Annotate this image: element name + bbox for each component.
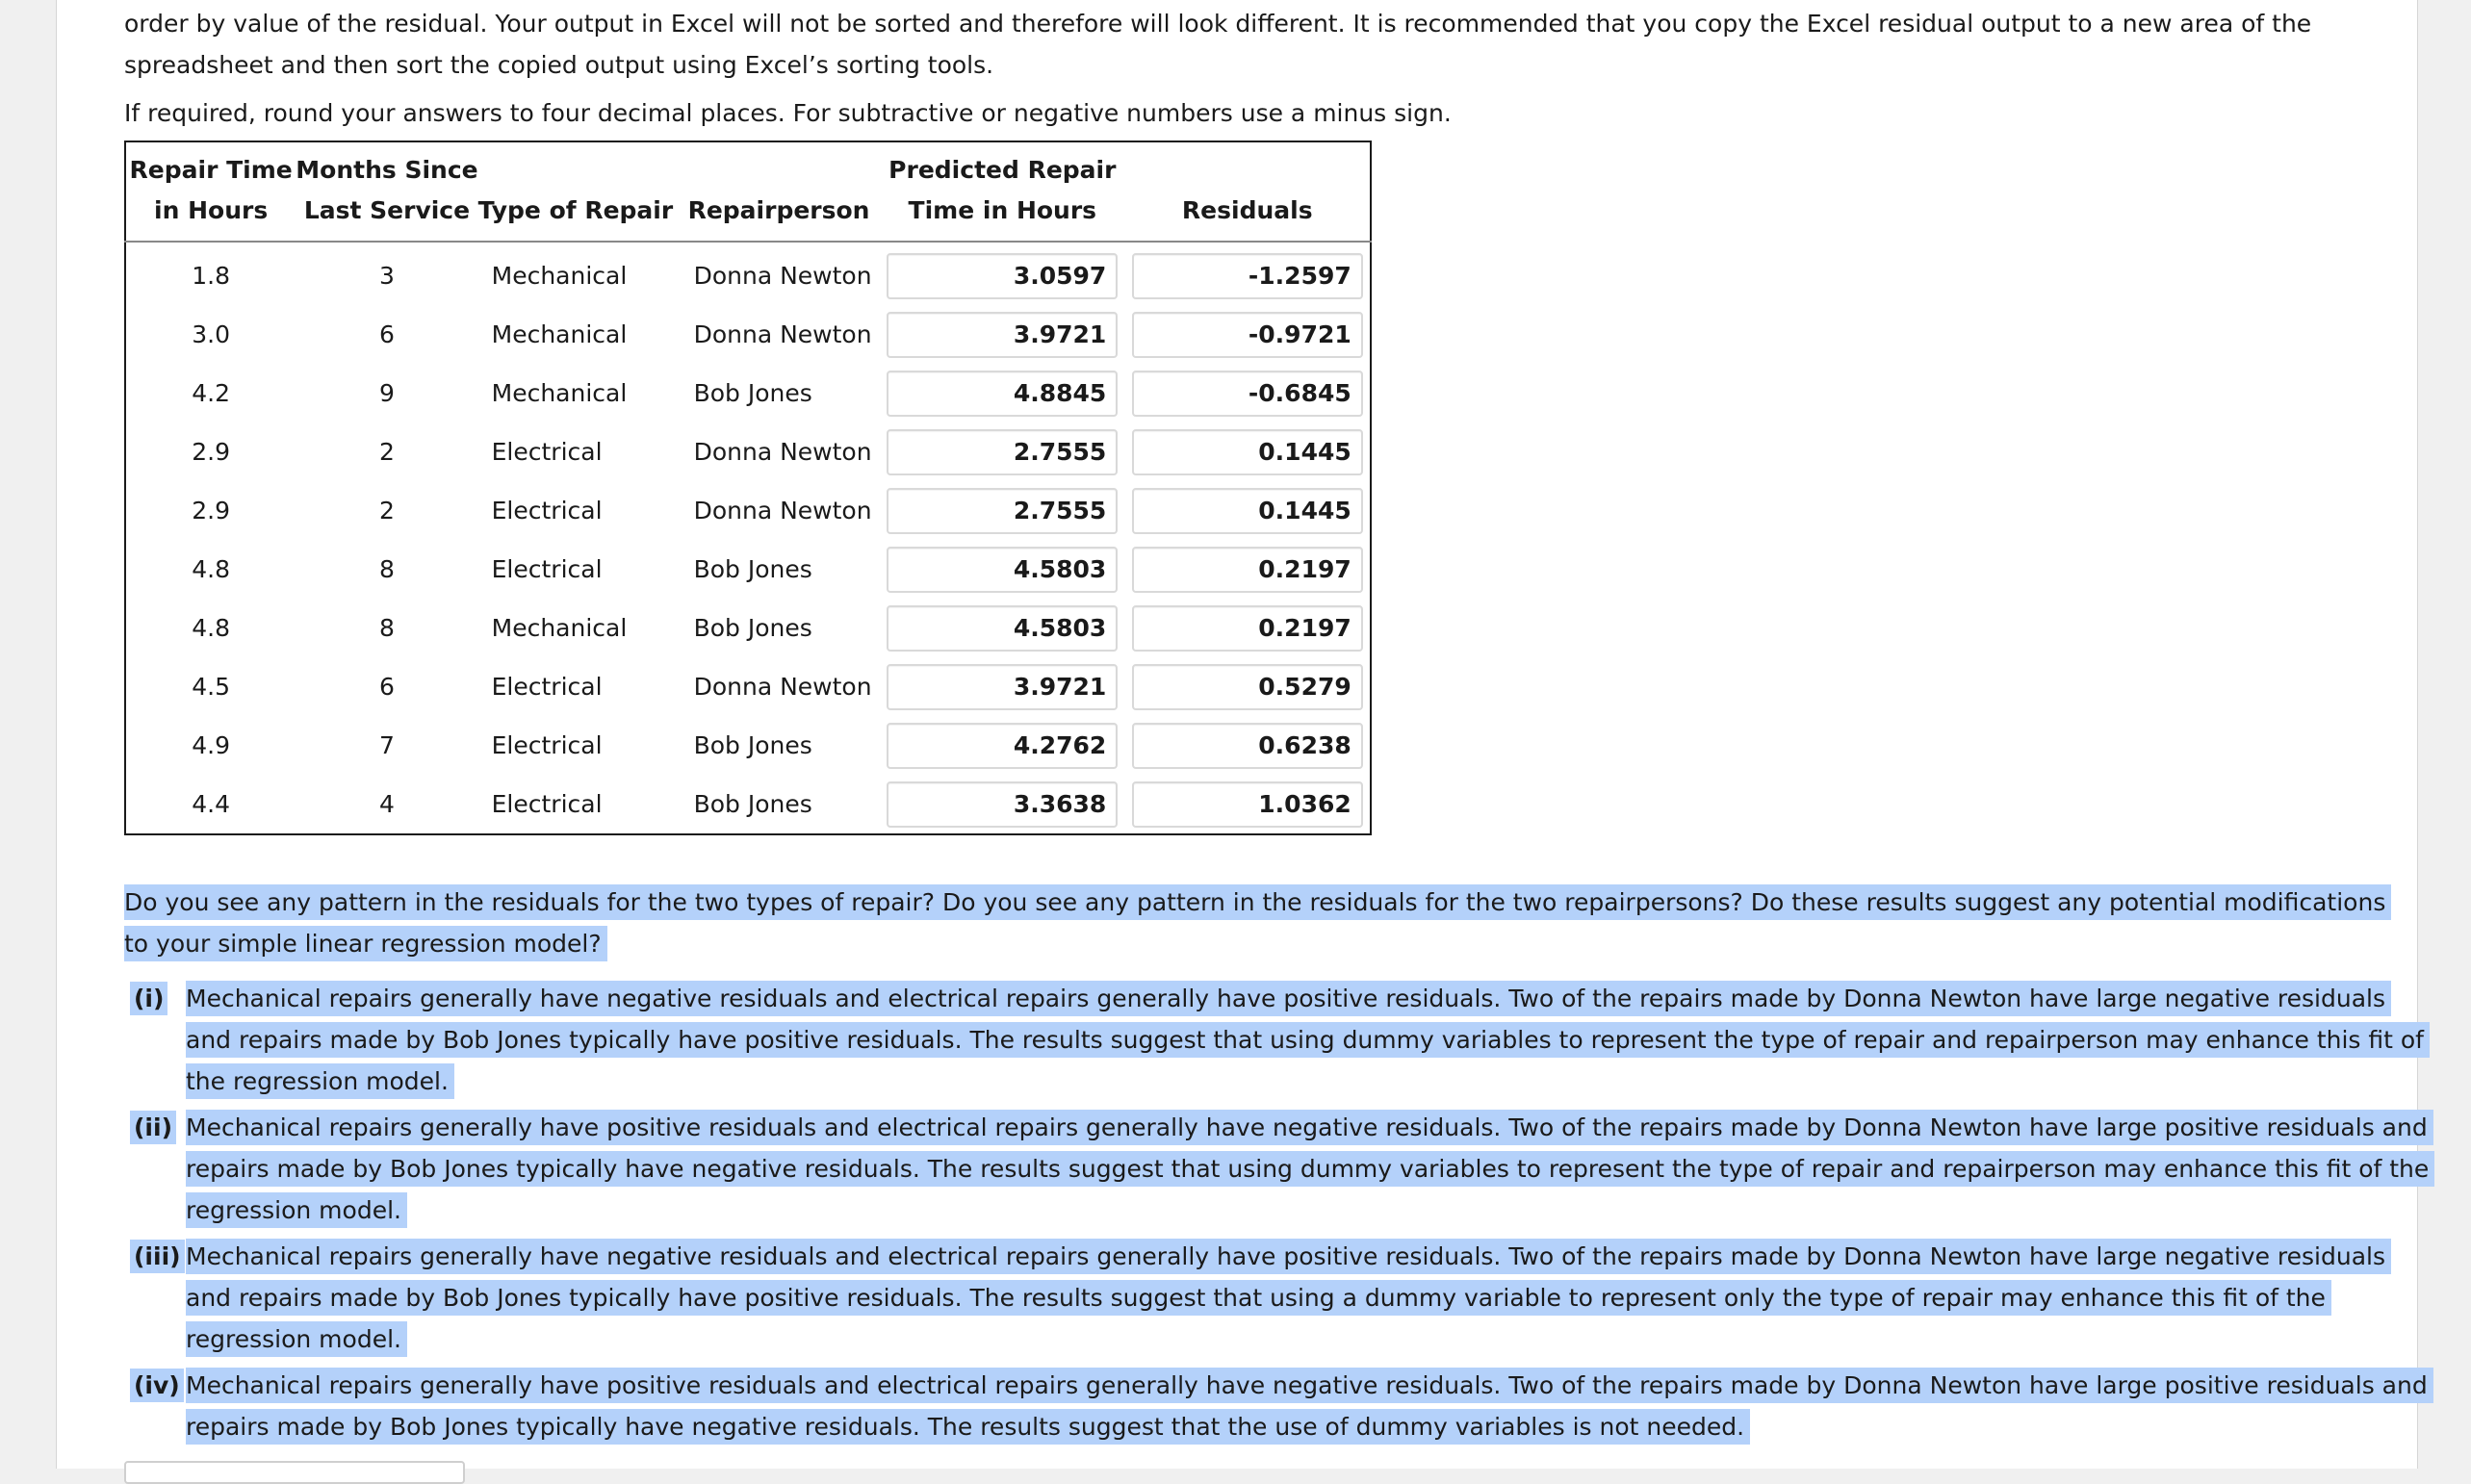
predicted-input[interactable]: 3.0597 [887, 253, 1118, 299]
cell-months: 6 [379, 320, 395, 348]
cell-months: 9 [379, 379, 395, 407]
option-text-highlight: Mechanical repairs generally have negative residuals and electrical repairs generally have positive residuals. Two of the repairs made by Donna Newton have large negative residuals and repairs made by Bob Jones typically have positive residuals. The results suggest that using a dummy variable to represent only the type of repair may enhance this fit of the regression model. [186, 1239, 2391, 1357]
option-text-highlight: Mechanical repairs generally have negative residuals and electrical repairs generally have positive residuals. Two of the repairs made by Donna Newton have large negative residuals and repairs made by Bob Jones typically have positive residuals. The results suggest that using dummy variables to represent the type of repair and repairperson may enhance this fit of the regression model. [186, 981, 2430, 1099]
option-text-highlight: Mechanical repairs generally have positive residuals and electrical repairs generally have negative residuals. Two of the repairs made by Donna Newton have large positive residuals and repairs made by Bob Jones typically have negative residuals. The results suggest that the use of dummy variables is not needed. [186, 1368, 2433, 1445]
cell-type: Electrical [491, 438, 603, 466]
header-text: Time in Hours [908, 196, 1097, 224]
cell-repairperson: Bob Jones [693, 555, 812, 583]
predicted-input[interactable]: 2.7555 [887, 488, 1118, 534]
col-header-residuals: Residuals [1125, 141, 1371, 242]
option-text [186, 1236, 2434, 1360]
option-text [186, 1107, 2434, 1231]
header-text: Repair Time [129, 156, 293, 184]
table-row [125, 599, 1371, 657]
option-text [186, 978, 2434, 1102]
cell-repairperson: Donna Newton [693, 497, 872, 525]
cell-months: 2 [379, 497, 395, 525]
table-header-row [125, 141, 1371, 242]
cell-repair-time: 4.8 [192, 614, 231, 642]
header-text: Months Since [296, 156, 478, 184]
cell-repair-time: 2.9 [192, 497, 231, 525]
table-row [125, 657, 1371, 716]
cell-repair-time: 4.5 [192, 673, 231, 701]
option-label [130, 1236, 185, 1277]
residual-input[interactable]: 0.5279 [1132, 664, 1363, 710]
predicted-input[interactable]: 4.5803 [887, 547, 1118, 593]
answer-select[interactable] [124, 1461, 465, 1484]
residual-input[interactable]: -0.9721 [1132, 312, 1363, 358]
option-label [130, 1107, 176, 1148]
cell-type: Electrical [491, 731, 603, 759]
option-i[interactable] [124, 978, 2434, 1102]
table-row [125, 775, 1371, 834]
cell-repairperson: Bob Jones [693, 614, 812, 642]
residual-input[interactable]: 0.6238 [1132, 723, 1363, 769]
table-row [125, 364, 1371, 422]
question-content [124, 0, 2430, 1441]
predicted-input[interactable]: 3.9721 [887, 664, 1118, 710]
cell-repairperson: Bob Jones [693, 790, 812, 818]
option-label-text: (ii) [130, 1111, 176, 1144]
option-label-text: (iv) [130, 1369, 184, 1402]
option-text-highlight: Mechanical repairs generally have positive residuals and electrical repairs generally have negative residuals. Two of the repairs made by Donna Newton have large positive residuals and repairs made by Bob Jones typically have negative residuals. The results suggest that using dummy variables to represent the type of repair and repairperson may enhance this fit of the regression model. [186, 1110, 2434, 1228]
col-header-repair-time [125, 141, 296, 242]
predicted-input[interactable]: 4.5803 [887, 605, 1118, 652]
instruction-text: order by value of the residual. Your output in Excel will not be sorted and therefore will look different. It is recommended that you copy the Excel residual output to a new area of the spreadsheet and then sort the copied output using Excel’s sorting tools. [124, 10, 2312, 79]
header-text: in Hours [154, 196, 269, 224]
cell-months: 8 [379, 614, 395, 642]
cell-type: Electrical [491, 497, 603, 525]
cell-repairperson: Donna Newton [693, 673, 872, 701]
cell-repair-time: 1.8 [192, 262, 231, 290]
cell-repair-time: 3.0 [192, 320, 231, 348]
cell-months: 6 [379, 673, 395, 701]
table-row [125, 540, 1371, 599]
page-panel [56, 0, 2430, 1469]
table-row [125, 716, 1371, 775]
cell-months: 4 [379, 790, 395, 818]
col-header-predicted [880, 141, 1124, 242]
header-text: Predicted Repair [888, 156, 1117, 184]
cell-repairperson: Bob Jones [693, 379, 812, 407]
residual-input[interactable]: 0.1445 [1132, 429, 1363, 475]
table-row [125, 305, 1371, 364]
cell-type: Electrical [491, 790, 603, 818]
residuals-table [124, 141, 1372, 835]
cell-type: Mechanical [491, 379, 628, 407]
residual-input[interactable]: 0.1445 [1132, 488, 1363, 534]
cell-type: Mechanical [491, 320, 628, 348]
option-iii[interactable] [124, 1236, 2434, 1360]
option-label-text: (iii) [130, 1240, 185, 1273]
question-highlight: Do you see any pattern in the residuals for the two types of repair? Do you see any pattern in the residuals for the two repairpersons? Do these results suggest any potential modifications to your simple linear regression model? [124, 884, 2391, 961]
cell-repair-time: 2.9 [192, 438, 231, 466]
cell-repairperson: Donna Newton [693, 320, 872, 348]
predicted-input[interactable]: 2.7555 [887, 429, 1118, 475]
option-label [130, 978, 167, 1019]
option-iv[interactable] [124, 1365, 2434, 1447]
option-label [130, 1365, 184, 1406]
answer-options [124, 978, 2434, 1452]
option-text [186, 1365, 2434, 1447]
cell-repair-time: 4.8 [192, 555, 231, 583]
residual-input[interactable]: -1.2597 [1132, 253, 1363, 299]
table-row [125, 422, 1371, 481]
col-header-type: Type of Repair [478, 141, 688, 242]
cell-repairperson: Bob Jones [693, 731, 812, 759]
cell-months: 7 [379, 731, 395, 759]
residual-input[interactable]: 0.2197 [1132, 547, 1363, 593]
col-header-repairperson: Repairperson [688, 141, 881, 242]
table-row [125, 242, 1371, 305]
residual-input[interactable]: 1.0362 [1132, 781, 1363, 828]
option-label-text: (i) [130, 982, 167, 1015]
table-row [125, 481, 1371, 540]
cell-type: Mechanical [491, 262, 628, 290]
residual-input[interactable]: 0.2197 [1132, 605, 1363, 652]
cell-repair-time: 4.9 [192, 731, 231, 759]
cell-months: 2 [379, 438, 395, 466]
residual-input[interactable]: -0.6845 [1132, 371, 1363, 417]
cell-repairperson: Donna Newton [693, 438, 872, 466]
predicted-input[interactable]: 4.2762 [887, 723, 1118, 769]
cell-type: Electrical [491, 555, 603, 583]
cell-type: Mechanical [491, 614, 628, 642]
cell-repair-time: 4.4 [192, 790, 231, 818]
cell-type: Electrical [491, 673, 603, 701]
question-text [124, 882, 2415, 964]
cell-repairperson: Donna Newton [693, 262, 872, 290]
predicted-input[interactable]: 3.9721 [887, 312, 1118, 358]
header-text: Last Service [303, 196, 471, 224]
option-ii[interactable] [124, 1107, 2434, 1231]
cell-months: 3 [379, 262, 395, 290]
cell-months: 8 [379, 555, 395, 583]
predicted-input[interactable]: 4.8845 [887, 371, 1118, 417]
cell-repair-time: 4.2 [192, 379, 231, 407]
predicted-input[interactable]: 3.3638 [887, 781, 1118, 828]
rounding-note: If required, round your answers to four decimal places. For subtractive or negative numbers use a minus sign. [124, 99, 1452, 127]
col-header-months [296, 141, 477, 242]
